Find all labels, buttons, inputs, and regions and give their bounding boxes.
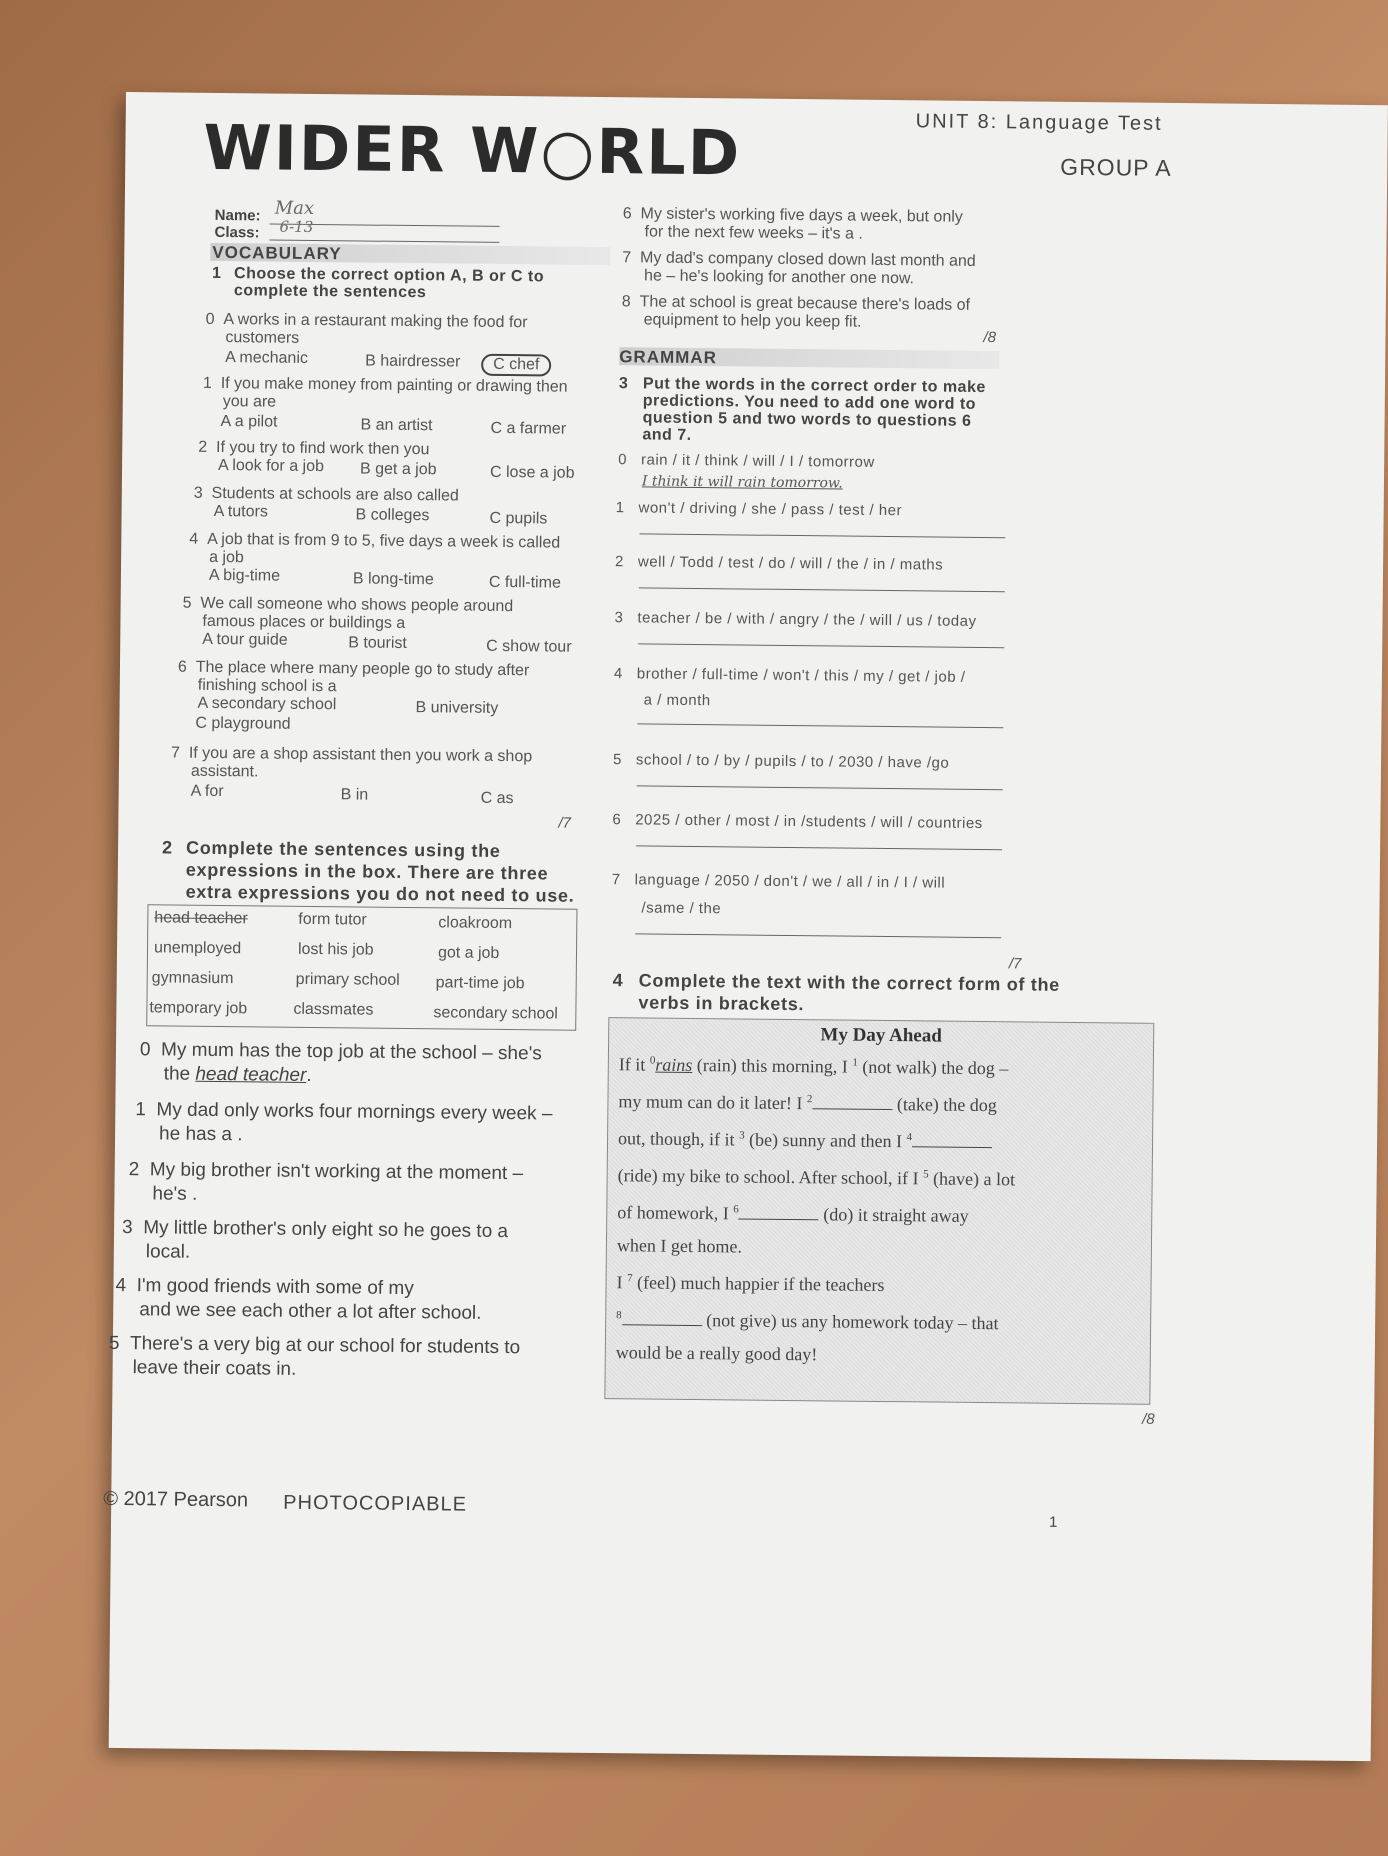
- text-line-7: I $^7$ (feel) much happier if the teachers: [616, 1272, 885, 1296]
- ex3-q7-answer-line[interactable]: [635, 933, 1001, 938]
- ex2-q1: 1 My dad only works four mornings every week – he has a .: [135, 1099, 553, 1146]
- vocab-q2: 2 If you try to find work then you: [198, 438, 430, 459]
- ex2-q3: 3 My little brother's only eight so he goes to a local.: [121, 1217, 509, 1263]
- exercise-2-number: 2: [161, 837, 173, 858]
- vocab-q6-option-c[interactable]: C playground: [195, 714, 291, 733]
- text-line-1: If it $^0$rains (rain) this morning, I $^1$ (not walk) the dog –: [618, 1054, 1009, 1079]
- box-unemployed: unemployed: [153, 939, 242, 958]
- vocab-q7-option-a[interactable]: A for: [190, 782, 224, 801]
- text-line-8: $^8$ (not give) us any homework today – that: [616, 1309, 999, 1334]
- unit-title: UNIT 8: Language Test: [915, 110, 1163, 135]
- box-primary-school: primary school: [295, 970, 400, 989]
- vocab-q3-option-c[interactable]: C pupils: [489, 509, 548, 528]
- vocab-q6-option-a[interactable]: A secondary school: [197, 694, 337, 714]
- ex3-example: 0 rain / it / think / will / I / tomorrow: [618, 451, 875, 471]
- vocab-q5: 5 We call someone who shows people around famous places or buildings a: [182, 594, 514, 632]
- exercise-4-instruction: Complete the text with the correct form of the verbs in brackets.: [638, 970, 1061, 1015]
- name-label: Name:: [214, 206, 261, 225]
- my-day-ahead-box: [604, 1017, 1154, 1405]
- ex2-q0: 0 My mum has the top job at the school – she's the head teacher.: [139, 1039, 542, 1086]
- class-line: [269, 240, 499, 243]
- box-form-tutor: form tutor: [298, 910, 367, 929]
- photocopiable-label: PHOTOCOPIABLE: [283, 1491, 468, 1516]
- exercise-1-instruction: Choose the correct option A, B or C to complete the sentences: [233, 265, 545, 302]
- box-gymnasium: gymnasium: [151, 969, 234, 988]
- vocab-q3-option-b[interactable]: B colleges: [355, 506, 430, 525]
- vocab-q0-option-b[interactable]: B hairdresser: [365, 352, 461, 371]
- exercise-1-number: 1: [212, 264, 222, 283]
- exercise-3-instruction: Put the words in the correct order to make predictions. You need to add one word to question 5 and two words to questions 6 and 7.: [642, 375, 986, 444]
- text-line-3: out, though, if it $^3$ (be) sunny and then I $^4$: [618, 1118, 1152, 1161]
- text-line-2: my mum can do it later! I $^2$ (take) the dog: [618, 1091, 997, 1116]
- ex3-q2-answer-line[interactable]: [639, 587, 1005, 592]
- text-line-6: when I get home.: [616, 1235, 743, 1257]
- text-line-4: (ride) my bike to school. After school, if I $^5$ (have) a lot: [617, 1165, 1016, 1190]
- ex2-q5: 5 There's a very big at our school for students to leave their coats in.: [108, 1332, 521, 1380]
- ex2-q4: 4 I'm good friends with some of my and we see each other a lot after school.: [115, 1274, 482, 1324]
- class-value: 6-13: [279, 217, 314, 236]
- text-line-9: would be a really good day!: [615, 1342, 818, 1365]
- vocab-q2-option-b[interactable]: B get a job: [359, 460, 437, 479]
- grammar-title: GRAMMAR: [619, 347, 718, 368]
- box-cloakroom: cloakroom: [438, 914, 513, 933]
- ex2-q6: 6 My sister's working five days a week, but only for the next few weeks – it's a .: [622, 205, 963, 243]
- ex2-q7: 7 My dad's company closed down last month and he – he's looking for another one now.: [622, 249, 976, 288]
- vocab-q1-option-a[interactable]: A a pilot: [220, 413, 278, 431]
- ex3-example-answer: I think it will rain tomorrow.: [641, 473, 843, 492]
- ex3-q4-answer-line[interactable]: [637, 723, 1003, 728]
- my-day-ahead-title: My Day Ahead: [820, 1024, 942, 1047]
- name-value: Max: [274, 197, 315, 219]
- exercise-4-score: /8: [1142, 1410, 1155, 1428]
- ex3-q7: 7 language / 2050 / don't / we / all / in / I / will /same / the: [611, 871, 946, 918]
- vocab-q1: 1 If you make money from painting or drawing then you are: [202, 374, 568, 411]
- ex3-q6: 6 2025 / other / most / in /students / will / countries: [612, 811, 983, 833]
- ex3-q6-answer-line[interactable]: [636, 845, 1002, 850]
- box-secondary-school: secondary school: [433, 1004, 558, 1023]
- exercise-3-score: /7: [1008, 955, 1022, 973]
- wider-world-logo: WIDER W○RLD: [203, 110, 742, 190]
- vocab-q3-option-a[interactable]: A tutors: [213, 502, 268, 521]
- vocab-q0-option-a[interactable]: A mechanic: [225, 349, 309, 367]
- ex3-q2: 2 well / Todd / test / do / will / the / in / maths: [615, 553, 944, 574]
- exercise-3-number: 3: [618, 375, 629, 393]
- test-sheet: [103, 92, 1388, 1761]
- vocab-q6-option-b[interactable]: B university: [415, 699, 499, 717]
- vocab-q5-option-c[interactable]: C show tour: [486, 637, 572, 656]
- box-lost-his-job: lost his job: [297, 940, 374, 959]
- box-classmates: classmates: [293, 1000, 374, 1019]
- ex3-q5-answer-line[interactable]: [637, 785, 1003, 790]
- vocab-q4: 4 A job that is from 9 to 5, five days a week is called a job: [189, 530, 561, 567]
- vocab-q0-option-c[interactable]: C chef: [481, 354, 551, 377]
- ex3-q4: 4 brother / full-time / won't / this / my / get / job / a / month: [613, 665, 966, 710]
- vocab-q2-option-a[interactable]: A look for a job: [218, 456, 325, 476]
- page-number: 1: [1048, 1513, 1058, 1531]
- expressions-box: [146, 904, 577, 1030]
- vocab-q4-option-a[interactable]: A big-time: [208, 566, 281, 585]
- class-label: Class:: [214, 223, 260, 242]
- vocab-q1-option-c[interactable]: C a farmer: [490, 419, 567, 438]
- box-part-time-job: part-time job: [435, 974, 525, 993]
- vocabulary-title: VOCABULARY: [212, 242, 342, 264]
- vocab-q5-option-b[interactable]: B tourist: [348, 634, 408, 652]
- exercise-2-instruction: Complete the sentences using the expressions in the box. There are three extra expressions you do not need to use.: [185, 837, 575, 906]
- vocab-q7: 7 If you are a shop assistant then you work a shop assistant.: [170, 744, 533, 781]
- ex2-q8: 8 The at school is great because there's loads of equipment to help you keep fit.: [621, 293, 971, 331]
- my-day-ahead-text: [606, 1044, 1153, 1375]
- exercise-4-number: 4: [612, 970, 624, 991]
- text-line-5: of homework, I $^6$ (do) it straight away: [617, 1202, 969, 1226]
- ex3-q1-answer-line[interactable]: [639, 533, 1005, 538]
- vocab-q2-option-c[interactable]: C lose a job: [489, 463, 575, 482]
- vocab-q0: 0 A works in a restaurant making the food for customers: [205, 310, 528, 347]
- ex3-q5: 5 school / to / by / pupils / to / 2030 / have /go: [612, 751, 950, 772]
- exercise-2-score: /8: [983, 328, 997, 347]
- vocab-q7-option-b[interactable]: B in: [340, 786, 369, 804]
- ex3-q1: 1 won't / driving / she / pass / test / her: [615, 499, 903, 520]
- ex2-q2: 2 My big brother isn't working at the moment – he's .: [128, 1159, 524, 1205]
- group-label: GROUP A: [1060, 153, 1172, 181]
- vocab-q6: 6 The place where many people go to study after finishing school is a: [177, 658, 530, 696]
- vocab-q3: 3 Students at schools are also called: [193, 484, 459, 505]
- box-head-teacher: head teacher: [154, 909, 248, 928]
- exercise-1-score: /7: [558, 814, 571, 832]
- vocab-q1-option-b[interactable]: B an artist: [360, 416, 433, 435]
- copyright: © 2017 Pearson: [103, 1487, 249, 1512]
- box-temporary-job: temporary job: [149, 999, 248, 1018]
- vocab-q4-option-c[interactable]: C full-time: [488, 573, 561, 592]
- box-got-a-job: got a job: [437, 944, 500, 962]
- vocab-q4-option-b[interactable]: B long-time: [352, 570, 434, 589]
- vocab-q7-option-c[interactable]: C as: [480, 789, 514, 808]
- ex3-q3-answer-line[interactable]: [638, 643, 1004, 648]
- ex3-q3: 3 teacher / be / with / angry / the / will / us / today: [614, 609, 977, 630]
- vocab-q5-option-a[interactable]: A tour guide: [202, 630, 288, 649]
